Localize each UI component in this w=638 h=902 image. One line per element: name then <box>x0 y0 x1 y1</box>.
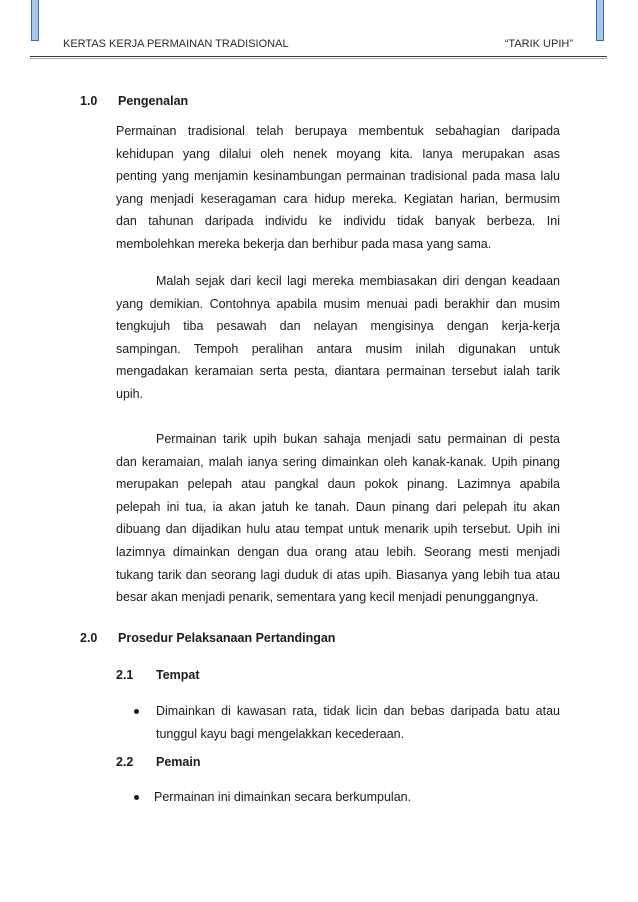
paragraph-line: penting yang menjamin kesinambungan permainan tradisional pada masa lalu <box>116 169 560 184</box>
header-document-title: KERTAS KERJA PERMAINAN TRADISIONAL <box>63 38 289 50</box>
paragraph-line: membolehkan mereka bekerja dan berhibur pada masa yang sama. <box>116 236 492 251</box>
section-heading-2 <box>0 627 638 650</box>
bullet-item-pemain <box>130 786 560 809</box>
subsection-title: Pemain <box>156 755 201 769</box>
bullet-line: Dimainkan di kawasan rata, tidak licin dan bebas daripada batu atau <box>156 704 560 718</box>
paragraph-line: dan tahunan daripada individu ke individu tidak banyak berbeza. Ini <box>116 214 560 229</box>
section-title: Pengenalan <box>118 94 189 108</box>
paragraph-line: sampingan. Tempoh peralihan antara musim inilah digunakan untuk <box>116 341 560 356</box>
subsection-number: 2.1 <box>116 668 134 682</box>
header-topic-title: “TARIK UPIH” <box>504 38 573 50</box>
page-border-right-bar <box>596 0 604 41</box>
section-title: Prosedur Pelaksanaan Pertandingan <box>118 631 336 645</box>
subsection-title: Tempat <box>156 668 200 682</box>
header-divider <box>30 56 607 59</box>
intro-paragraph-2 <box>116 270 560 406</box>
subsection-heading-2-1 <box>0 664 638 687</box>
bullet-item-tempat <box>130 700 560 745</box>
paragraph-line: Malah sejak dari kecil lagi mereka membiasakan diri dengan keadaan <box>156 274 560 288</box>
paragraph-line: dibuang dan dijadikan hulu atau tempat untuk menarik upih tersebut. Upih ini <box>116 522 560 537</box>
paragraph-line: yang demikian. Contohnya apabila musim menuai padi berakhir dan musim <box>116 296 560 311</box>
paragraph-line: kehidupan yang dilalui oleh nenek moyang kita. Ianya merupakan asas <box>116 146 560 161</box>
bullet-icon <box>134 795 139 800</box>
page-border-left-bar <box>31 0 39 41</box>
section-heading-1 <box>0 90 638 113</box>
bullet-line: Permainan ini dimainkan secara berkumpulan. <box>154 790 412 804</box>
paragraph-line: tukang tarik dan seorang lagi duduk di atas upih. Biasanya yang lebih tua atau <box>116 567 560 582</box>
paragraph-line: dan keramaian, malah ianya sering dimainkan oleh kanak-kanak. Upih pinang <box>116 454 560 469</box>
bullet-line: tunggul kayu bagi mengelakkan kecederaan. <box>156 726 405 741</box>
paragraph-line: pelepah ini tua, ia akan jatuh ke tanah. Daun pinang dari pelepah itu akan <box>116 499 560 514</box>
paragraph-line: Permainan tarik upih bukan sahaja menjadi satu permainan di pesta <box>156 432 560 446</box>
paragraph-line: upih. <box>116 386 144 401</box>
paragraph-line: besar akan menjadi penarik, sementara yang kecil menjadi penunggangnya. <box>116 590 539 605</box>
paragraph-line: merupakan pelepah atau pangkal daun pokok pinang. Lazimnya apabila <box>116 477 560 492</box>
bullet-icon <box>134 709 139 714</box>
intro-paragraph-1 <box>116 120 560 256</box>
paragraph-line: yang menjadi keseragaman cara hidup mereka. Kegiatan harian, bermusim <box>116 191 560 206</box>
subsection-number: 2.2 <box>116 755 134 769</box>
subsection-heading-2-2 <box>0 751 638 774</box>
section-number: 1.0 <box>80 94 98 108</box>
intro-paragraph-3 <box>116 428 560 609</box>
paragraph-line: Permainan tradisional telah berupaya membentuk sebahagian daripada <box>116 124 560 138</box>
paragraph-line: tengkujuh tiba pesawah dan nelayan mengisinya dengan kerja-kerja <box>116 319 560 334</box>
section-number: 2.0 <box>80 631 98 645</box>
paragraph-line: lazimnya dimainkan dengan dua orang atau lebih. Seorang mesti menjadi <box>116 544 560 559</box>
paragraph-line: mengadakan keramaian serta pesta, diantara permainan tersebut ialah tarik <box>116 364 560 379</box>
